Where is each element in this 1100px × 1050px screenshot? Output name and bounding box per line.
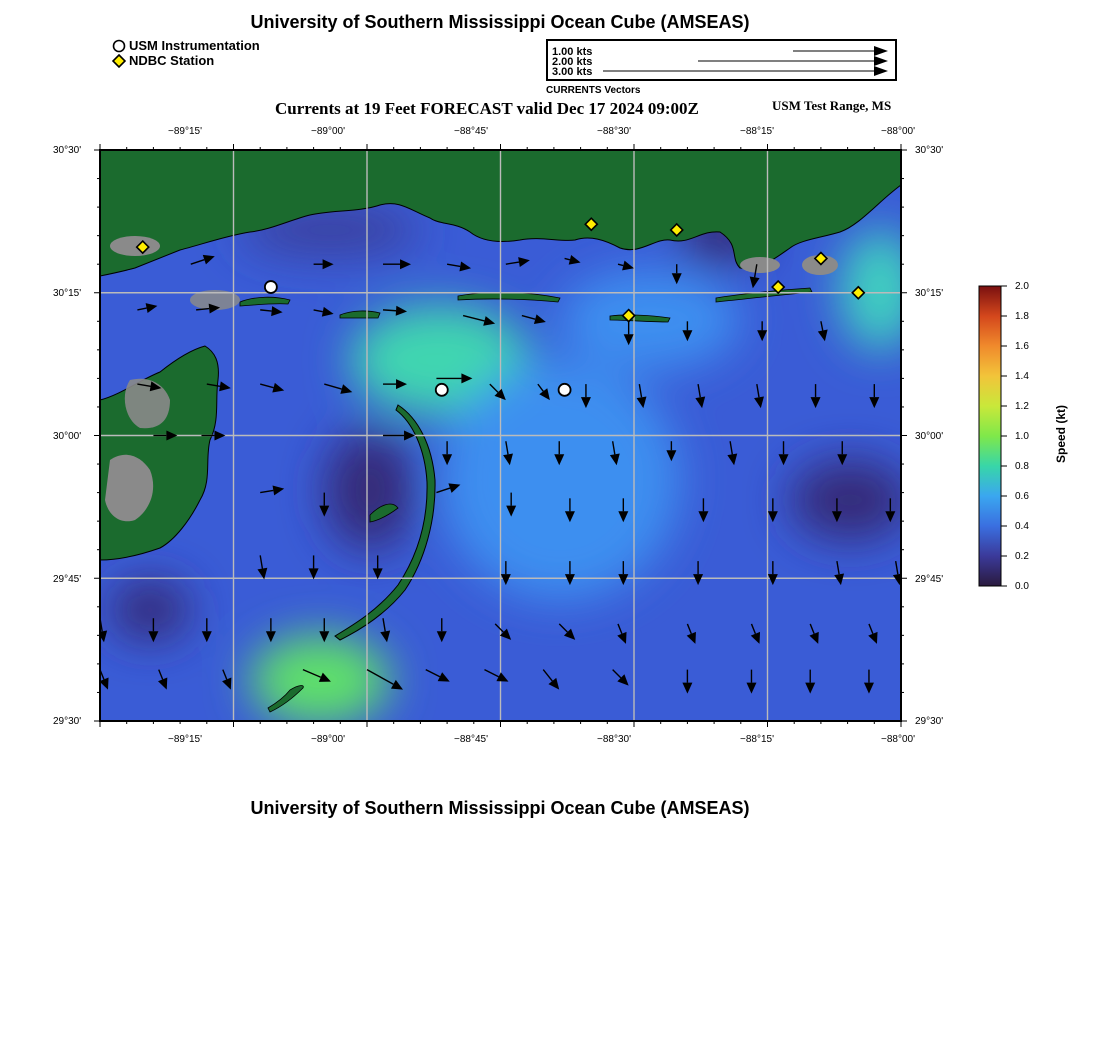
x-tick-bottom-6: −88°00' [881,734,915,745]
x-tick-top-1: −89°15' [168,126,202,137]
cb-tick-6: 1.0 [1015,431,1029,442]
colorbar-label: Speed (kt) [1054,404,1069,464]
vector-key-label-1: 1.00 kts [552,46,593,58]
cb-tick-10: 0.2 [1015,551,1029,562]
cb-tick-1: 2.0 [1015,281,1029,292]
x-tick-bottom-2: −89°00' [311,734,345,745]
cb-tick-7: 0.8 [1015,461,1029,472]
x-tick-top-6: −88°00' [881,126,915,137]
y-tick-left-2: 30°15' [53,288,82,299]
usm-station-marker [559,384,571,396]
cb-tick-11: 0.0 [1015,581,1029,592]
cb-tick-2: 1.8 [1015,311,1029,322]
y-tick-right-2: 30°15' [915,288,944,299]
cb-tick-8: 0.6 [1015,491,1029,502]
usm-station-marker [436,384,448,396]
y-tick-left-5: 29°30' [53,716,82,727]
colorbar-ticks [1001,286,1007,586]
y-tick-right-4: 29°45' [915,574,944,585]
x-tick-top-2: −89°00' [311,126,345,137]
vector-key-label-2: 2.00 kts [552,56,593,68]
x-tick-top-4: −88°30' [597,126,631,137]
x-tick-bottom-3: −88°45' [454,734,488,745]
cb-tick-9: 0.4 [1015,521,1029,532]
usm-station-marker [265,281,277,293]
y-tick-right-5: 29°30' [915,716,944,727]
cb-tick-5: 1.2 [1015,401,1029,412]
vector-key-label-3: 3.00 kts [552,66,593,78]
x-tick-bottom-1: −89°15' [168,734,202,745]
footer-title: University of Southern Mississippi Ocean Cube (AMSEAS) [250,798,750,818]
y-tick-left-1: 30°30' [53,145,82,156]
vector-key-caption: CURRENTS Vectors [546,85,641,96]
colorbar-gradient [979,286,1001,586]
legend-ndbc-label: NDBC Station [129,53,215,68]
map-subtitle: Currents at 19 Feet FORECAST valid Dec 17 2024 09:00Z [275,99,699,118]
region-label: USM Test Range, MS [772,98,892,113]
x-tick-bottom-5: −88°15' [740,734,774,745]
y-tick-left-4: 29°45' [53,574,82,585]
x-tick-top-5: −88°15' [740,126,774,137]
legend-usm-label: USM Instrumentation [129,38,260,53]
x-tick-bottom-4: −88°30' [597,734,631,745]
figure-title: University of Southern Mississippi Ocean Cube (AMSEAS) [250,12,750,32]
cb-tick-3: 1.6 [1015,341,1029,352]
cb-tick-4: 1.4 [1015,371,1029,382]
y-tick-left-3: 30°00' [53,431,82,442]
x-tick-top-3: −88°45' [454,126,488,137]
y-tick-right-1: 30°30' [915,145,944,156]
y-tick-right-3: 30°00' [915,431,944,442]
